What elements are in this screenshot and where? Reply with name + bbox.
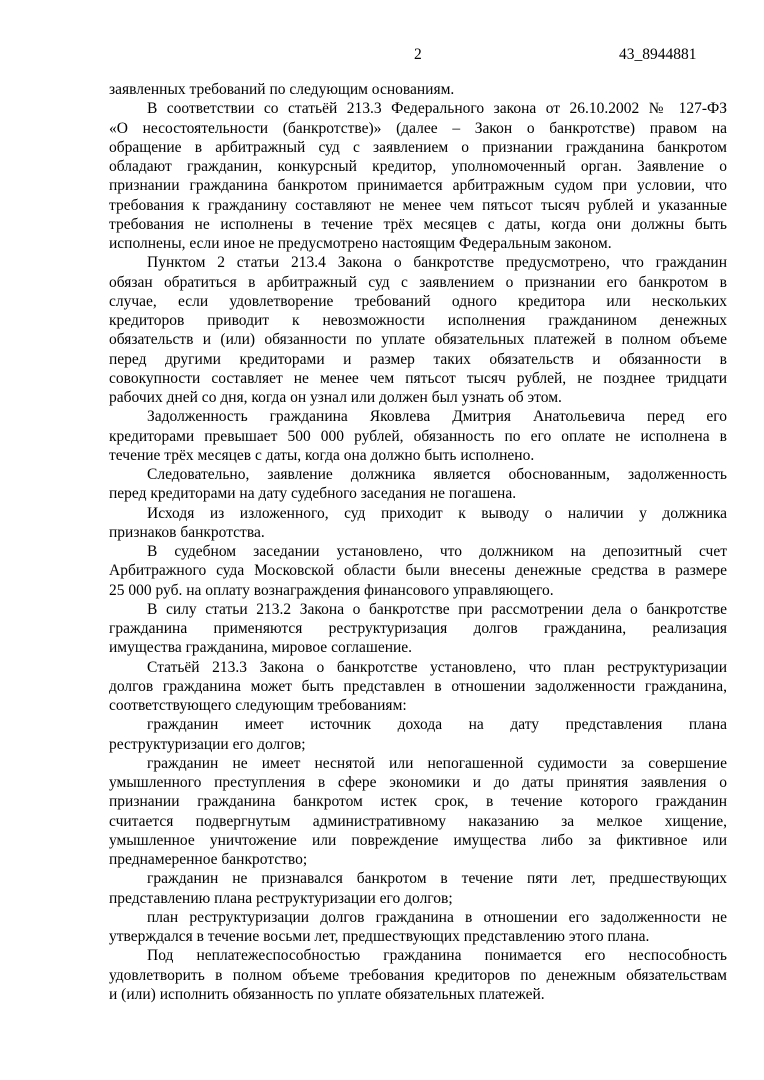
text-line: утверждался в течение восьми лет, предшествующих представлению этого плана. [109, 928, 650, 945]
text-line: обязан обратиться в арбитражный суд с заявлением о признании его банкротом в [109, 273, 727, 291]
text-line: гражданина применяются реструктуризация долгов гражданина, реализация [109, 620, 727, 637]
document-id: 43_8944881 [619, 46, 697, 63]
text-line: перед другими кредиторами и размер таких обязательств и обязанности в [109, 350, 727, 368]
text-line: Задолженность гражданина Яковлева Дмитрия Анатольевича перед его [147, 408, 727, 426]
text-line: требования к гражданину составляют не менее чем пятьсот тысяч рублей и указанные [109, 196, 727, 214]
text-line: кредиторов приводит к невозможности исполнения гражданином денежных [109, 312, 727, 329]
text-line: требования не исполнены в течение трёх месяцев с даты, когда они должны быть [109, 215, 727, 233]
text-line: и (или) исполнить обязанность по уплате обязательных платежей. [109, 985, 545, 1003]
text-line: заявленных требований по следующим основаниям. [109, 81, 455, 98]
text-line: «О несостоятельности (банкротстве)» (далее – Закон о банкротстве) правом на [109, 119, 727, 137]
text-line: обладают гражданин, конкурсный кредитор, уполномоченный орган. Заявление о [109, 158, 727, 175]
text-line: преднамеренное банкротство; [109, 851, 308, 868]
text-line: считается подвергнутым административному наказанию за мелкое хищение, [109, 812, 727, 830]
text-line: план реструктуризации долгов гражданина в отношении его задолженности не [147, 908, 727, 926]
text-line: рабочих дней со дня, когда он узнал или должен был узнать об этом. [109, 389, 562, 406]
text-line: умышленное уничтожение или повреждение имущества либо за фиктивное или [109, 831, 727, 849]
text-line: Следовательно, заявление должника является обоснованным, задолженность [147, 466, 727, 483]
text-line: реструктуризации его долгов; [109, 735, 306, 753]
text-line: признании гражданина банкротом истек срок, в течение которого гражданин [109, 793, 727, 811]
text-line: совокупности составляет не менее чем пятьсот тысяч рублей, не позднее тридцати [109, 369, 727, 387]
text-line: обязательств и (или) обязанности по уплате обязательных платежей в полном объеме [109, 331, 727, 349]
text-line: перед кредиторами на дату судебного заседания не погашена. [109, 485, 517, 503]
text-line: 25 000 руб. на оплату вознаграждения финансового управляющего. [109, 581, 554, 599]
text-line: соответствующего следующим требованиям: [109, 697, 407, 714]
text-line: обращение в арбитражный суд с заявлением о признании гражданина банкротом [109, 138, 727, 156]
page-number: 2 [414, 46, 422, 63]
text-line: гражданин не признавался банкротом в течение пяти лет, предшествующих [147, 870, 727, 888]
text-line: умышленного преступления в сфере экономики и до даты принятия заявления о [109, 774, 727, 791]
text-line: В силу статьи 213.2 Закона о банкротстве при рассмотрении дела о банкротстве [147, 600, 727, 618]
text-line: Пунктом 2 статьи 213.4 Закона о банкротстве предусмотрено, что гражданин [147, 254, 727, 272]
text-line: случае, если удовлетворение требований одного кредитора или нескольких [109, 292, 727, 310]
text-line: Статьёй 213.3 Закона о банкротстве установлено, что план реструктуризации [147, 658, 727, 676]
text-line: имущества гражданина, мировое соглашение. [109, 639, 413, 657]
text-line: В судебном заседании установлено, что должником на депозитный счет [147, 543, 727, 560]
text-line: признаков банкротства. [109, 523, 265, 541]
text-line: течение трёх месяцев с даты, когда она должно быть исполнено. [109, 446, 535, 464]
text-line: признании гражданина банкротом принимается арбитражным судом при условии, что [109, 177, 727, 195]
text-line: исполнены, если иное не предусмотрено настоящим Федеральным законом. [109, 235, 612, 252]
document-body [109, 80, 727, 1004]
text-line: Под неплатежеспособностью гражданина понимается его неспособность [147, 947, 727, 965]
text-line: представлению плана реструктуризации его долгов; [109, 889, 453, 907]
text-line: В соответствии со статьёй 213.3 Федерального закона от 26.10.2002 № 127-ФЗ [147, 100, 727, 118]
text-line: долгов гражданина может быть представлен в отношении задолженности гражданина, [109, 677, 727, 695]
text-line: кредиторами превышает 500 000 рублей, обязанность по его оплате не исполнена в [109, 427, 727, 445]
text-line: гражданин не имеет неснятой или непогашенной судимости за совершение [147, 754, 727, 772]
text-line: удовлетворить в полном объеме требования кредиторов по денежным обязательствам [109, 966, 727, 984]
text-line: Арбитражного суда Московской области были внесены денежные средства в размере [109, 562, 727, 580]
text-line: Исходя из изложенного, суд приходит к выводу о наличии у должника [147, 504, 727, 522]
text-line: гражданин имеет источник дохода на дату представления плана [147, 716, 727, 734]
